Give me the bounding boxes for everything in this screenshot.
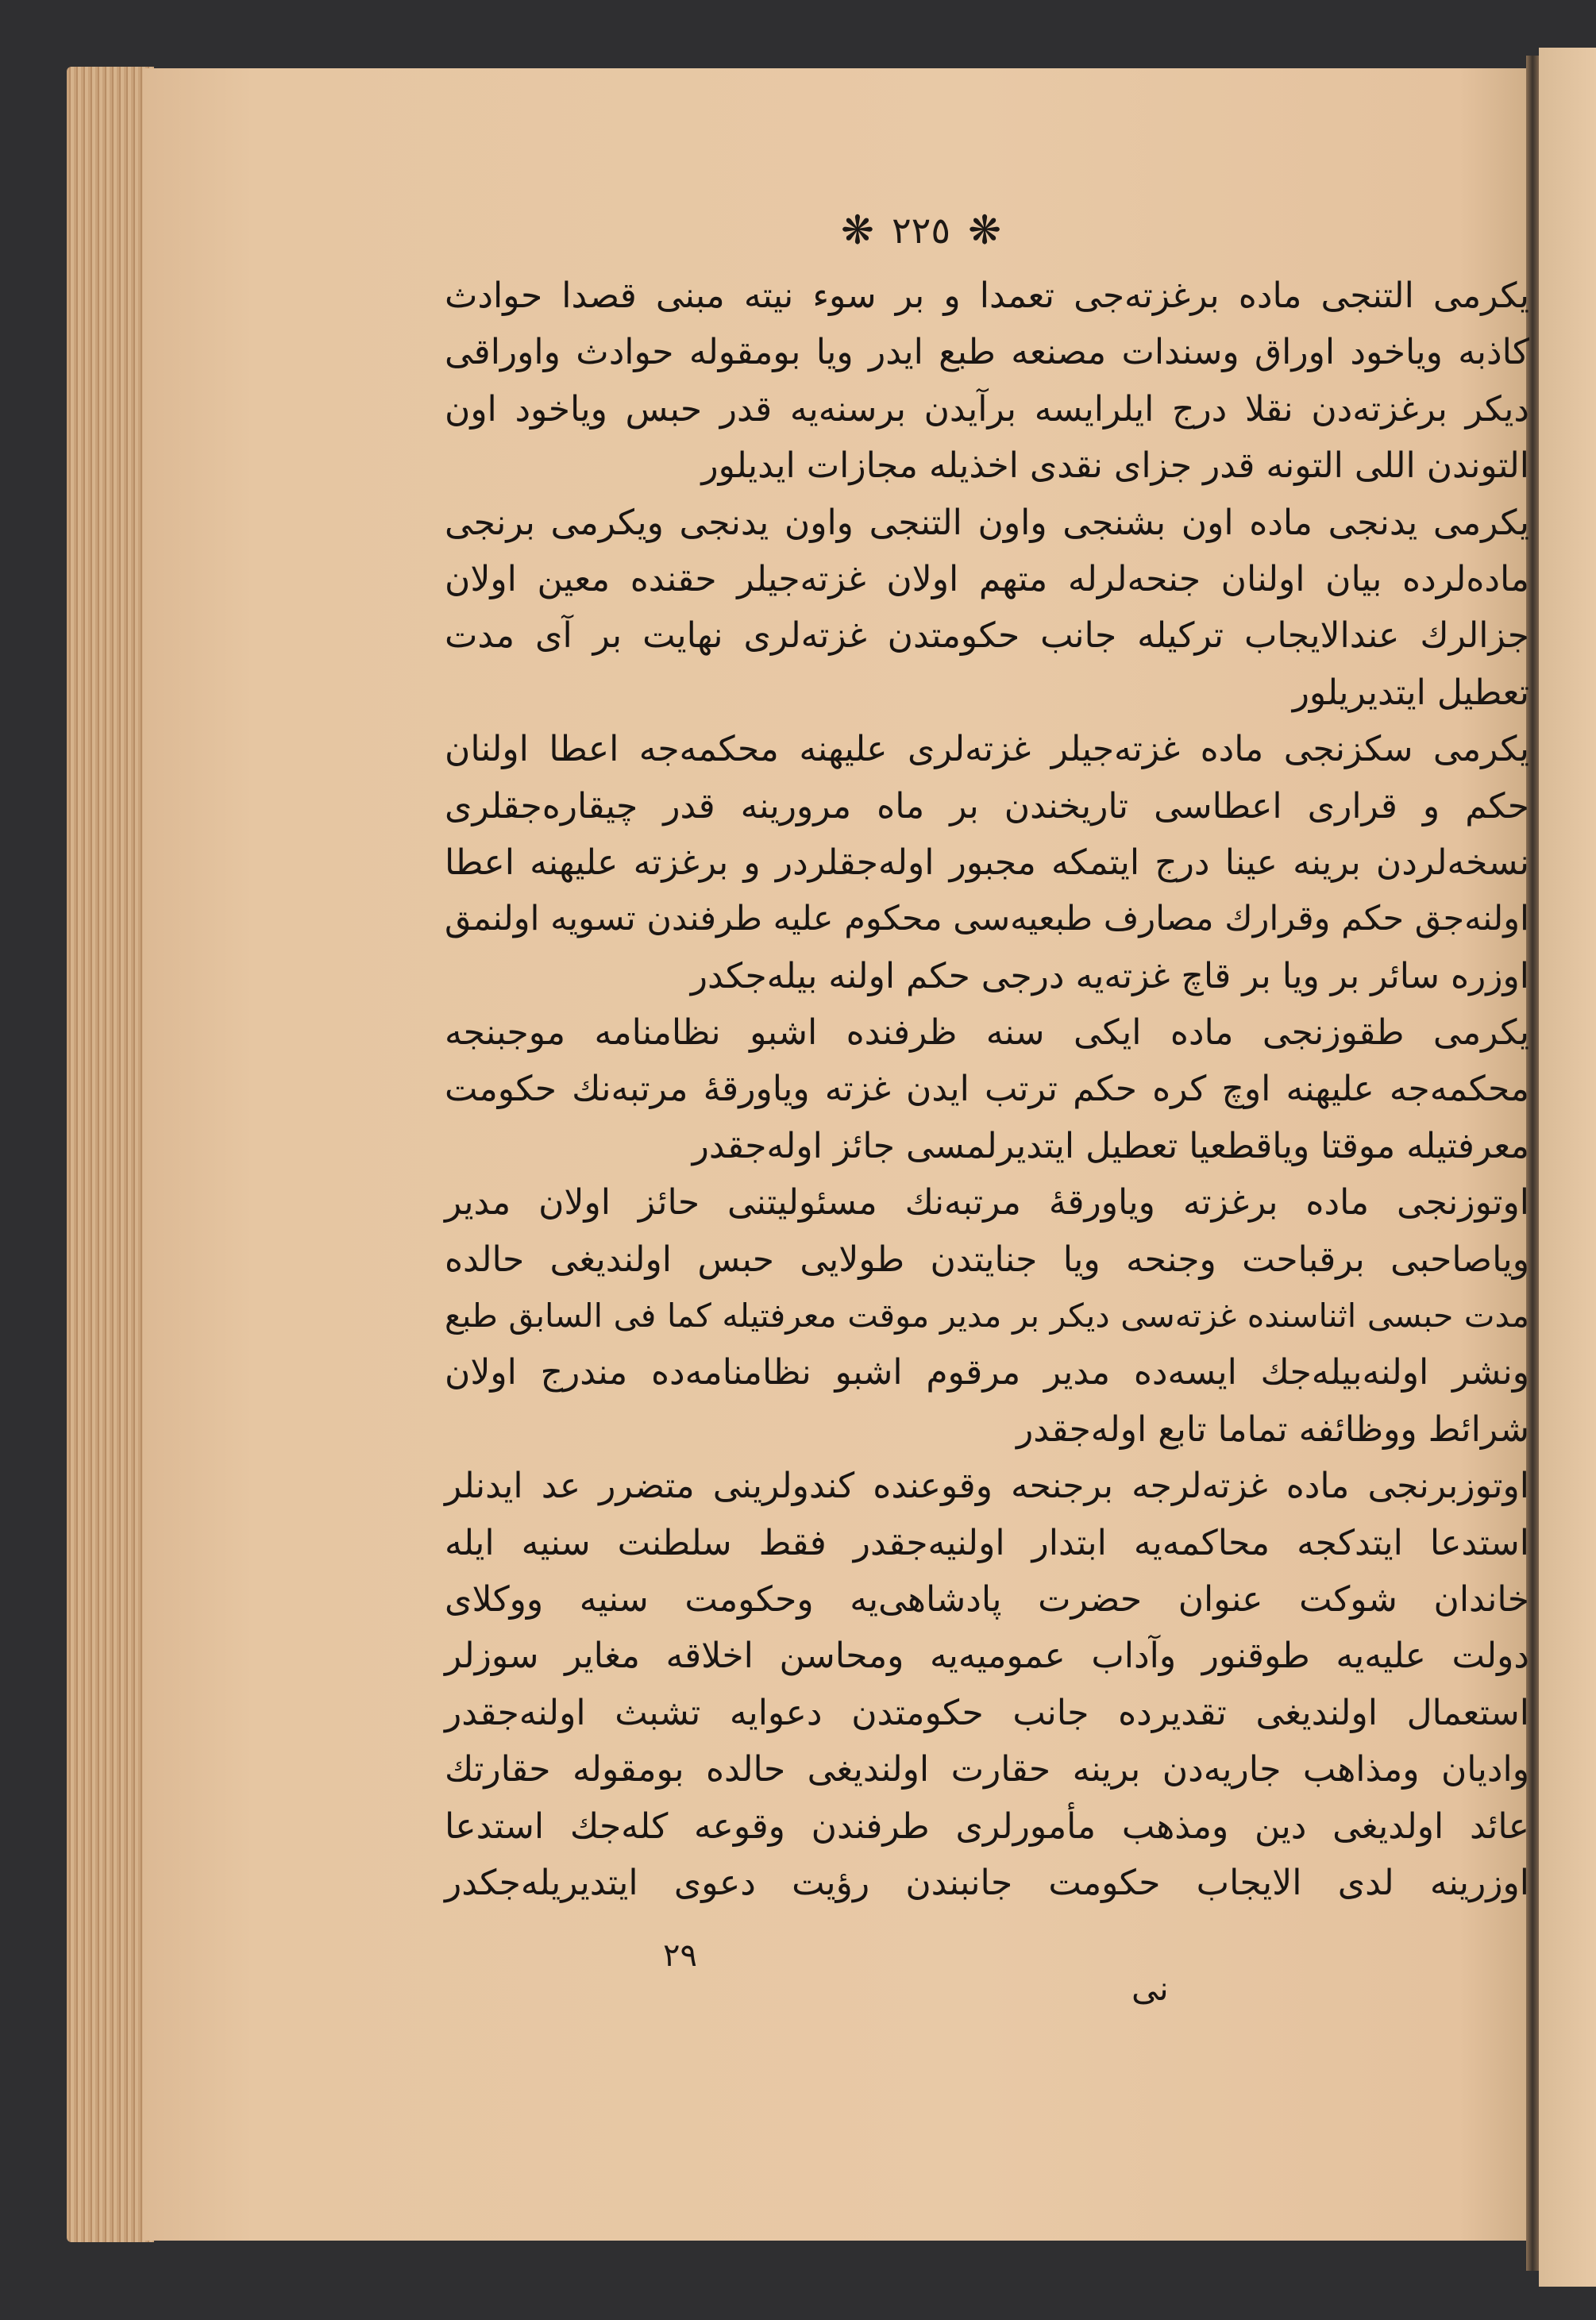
text-line: ديكر برغزته‌دن نقلا درج ايلرايسه برآيدن برسنه‌يه قدر حبس وياخود اون (445, 388, 1529, 430)
signature-mark: ٢٩ (663, 1937, 697, 1974)
text-line: يكرمى التنجى ماده برغزته‌جى تعمدا و بر سوء نيته مبنى قصدا حوادث (445, 276, 1529, 316)
page-edges (67, 67, 154, 2242)
text-line: استدعا ايتدكجه محاكمه‌يه ابتدار اولنيه‌جقدر فقط سلطنت سنيه ايله (445, 1522, 1529, 1563)
text-line: مدت حبسى اثناسنده غزته‌سى ديكر بر مدير موقت معرفتيله كما فى السابق طبع (445, 1297, 1529, 1335)
facing-page-edge (1539, 48, 1596, 2287)
text-line: جزالرك عندالايجاب تركيله جانب حكومتدن غزته‌لرى نهايت بر آى مدت (445, 615, 1529, 657)
ornament-right-icon: ❋ (968, 207, 1001, 253)
text-line: كاذبه وياخود اوراق وسندات مصنعه طبع ايدر ويا بومقوله حوادث واوراقى (445, 332, 1529, 373)
text-line: محكمه‌جه عليهنه اوچ كره حكم ترتب ايدن غزته وياورقهٔ مرتبه‌نك حكومت (445, 1069, 1529, 1110)
text-line: يكرمى طقوزنجى ماده ايكى سنه ظرفنده اشبو نظامنامه موجبنجه (445, 1012, 1529, 1054)
text-line: اوزرينه لدى الايجاب حكومت جانبندن رؤيت دعوى ايتديريله‌جكدر (445, 1862, 1529, 1903)
text-line: اوتوزنجى ماده برغزته وياورقهٔ مرتبه‌نك مسئوليتنى حائز اولان مدير (445, 1182, 1529, 1224)
text-line: اولنه‌جق حكم وقرارك مصارف طبعيه‌سى محكوم عليه طرفندن تسويه اولنمق (444, 899, 1529, 939)
text-line: يكرمى يدنجى ماده اون بشنجى واون التنجى واون يدنجى ويكرمى برنجى (445, 502, 1529, 543)
page-number: ٢٢٥ (891, 209, 951, 252)
text-line: حكم و قرارى اعطاسى تاريخندن بر ماه مرورينه قدر چيقاره‌جقلرى (445, 785, 1529, 827)
page-header (818, 202, 1024, 258)
text-line: خاندان شوكت عنوان حضرت پادشاهى‌يه وحكومت سنيه ووكلاى (445, 1578, 1529, 1620)
text-line: ماده‌لرده بيان اولنان جنحه‌لرله متهم اولان غزته‌جيلر حقنده معين اولان (445, 558, 1529, 599)
text-line: واديان ومذاهب جاريه‌دن برينه حقارت اولنديغى حالده بومقوله حقارتك (445, 1749, 1529, 1790)
text-line: التوندن اللى التونه قدر جزاى نقدى اخذيله مجازات ايديلور (701, 445, 1529, 487)
text-line: دولت عليه‌يه طوقنور وآداب عموميه‌يه ومحاسن اخلاقه مغاير سوزلر (445, 1636, 1529, 1677)
text-line: يكرمى سكزنجى ماده غزته‌جيلر غزته‌لرى عليهنه محكمه‌جه اعطا اولنان (445, 729, 1529, 770)
text-line: نسخه‌لردن برينه عينا درج ايتمكه مجبور اوله‌جقلردر و برغزته عليهنه اعطا (445, 842, 1529, 883)
page-body-text (445, 268, 1529, 1911)
text-line: عائد اولديغى دين ومذهب مأمورلرى طرفندن وقوعه كله‌جك استدعا (445, 1806, 1529, 1847)
text-line: ونشر اولنه‌بيله‌جك ايسه‌ده مدير مرقوم اشبو نظامنامه‌ده مندرج اولان (445, 1352, 1529, 1393)
catchword: نى (1131, 1969, 1169, 2008)
text-line: شرائط ووظائفه تماما تابع اوله‌جقدر (1016, 1409, 1529, 1450)
text-line: اوزره سائر بر ويا بر قاچ غزته‌يه درجى حكم اولنه بيله‌جكدر (690, 955, 1529, 996)
text-line: تعطيل ايتديريلور (1292, 672, 1529, 713)
text-line: وياصاحبى برقباحت وجنحه ويا جنايتدن طولايى حبس اولنديغى حالده (445, 1239, 1529, 1280)
text-line: معرفتيله موقتا وياقطعيا تعطيل ايتديرلمسى جائز اوله‌جقدر (692, 1125, 1529, 1166)
text-line: اوتوزبرنجى ماده غزته‌لرجه برجنحه وقوعنده كندولرينى متضرر عد ايدنلر (445, 1466, 1529, 1507)
text-line: استعمال اولنديغى تقديرده جانب حكومتدن دعوايه تشبث اولنه‌جقدر (445, 1692, 1529, 1733)
ornament-left-icon: ❋ (841, 207, 874, 253)
